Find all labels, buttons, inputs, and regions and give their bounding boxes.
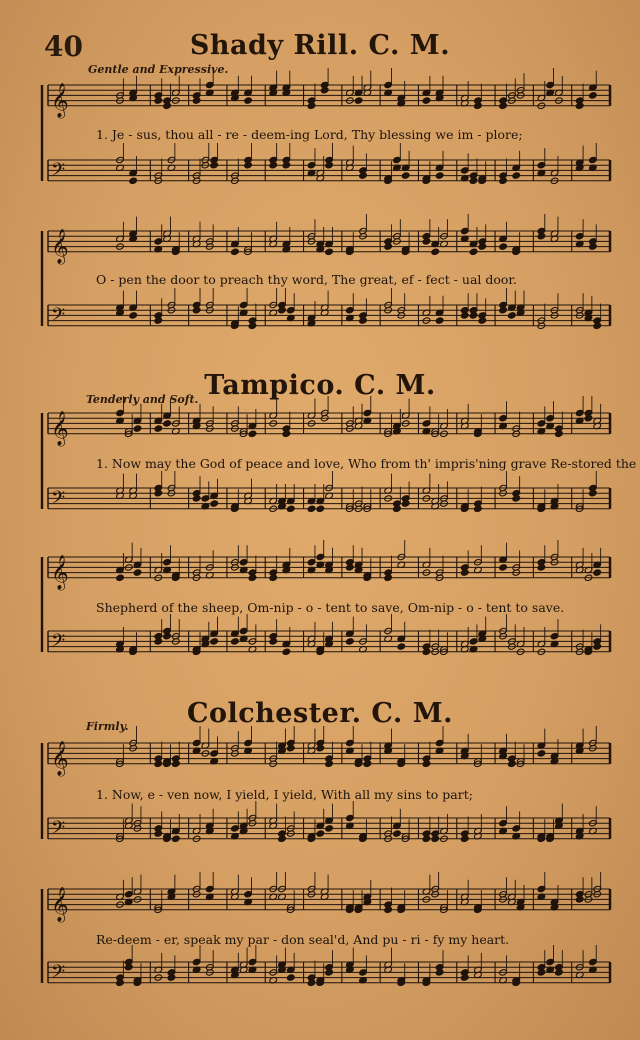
note-head	[163, 420, 172, 427]
note-head	[231, 638, 240, 645]
hymn-title-tampico: Tampico. C. M.	[204, 370, 436, 401]
bass-clef-icon: 𝄢	[51, 159, 66, 185]
note-head	[210, 638, 219, 645]
note-head	[133, 425, 142, 432]
treble-clef-icon: 𝄞	[51, 740, 69, 776]
note-head	[393, 830, 402, 837]
note-head	[286, 505, 295, 512]
note-head	[499, 564, 508, 571]
note-head	[435, 317, 444, 324]
bass-clef-icon: 𝄢	[51, 817, 66, 843]
note-head	[210, 500, 219, 507]
note-head	[422, 97, 431, 104]
note-head	[129, 312, 138, 319]
lyrics-line-tampico-2: Shepherd of the sheep, Om-nip - o - tent to save, Om-nip - o - tent to save.	[96, 600, 565, 615]
note-head	[129, 177, 138, 184]
treble-clef-icon: 𝄞	[51, 82, 69, 118]
bass-clef-icon: 𝄢	[51, 630, 66, 656]
tempo-marking-colchester: Firmly.	[86, 720, 129, 733]
lyrics-line-colchester-2: Re-deem - er, speak my par - don seal'd, And pu - ri - fy my heart.	[96, 932, 510, 947]
treble-clef-icon: 𝄞	[51, 410, 69, 446]
note-head	[354, 97, 363, 104]
note-head	[316, 505, 325, 512]
hymn-title-colchester: Colchester. C. M.	[186, 698, 453, 729]
note-head	[431, 248, 440, 255]
staff-systems	[42, 68, 637, 987]
treble-clef-icon: 𝄞	[51, 886, 69, 922]
note-head	[316, 830, 325, 837]
note-head	[512, 172, 521, 179]
tempo-marking-tampico: Tenderly and Soft.	[86, 393, 199, 406]
note-head	[401, 172, 410, 179]
tempo-marking-shady-rill: Gentle and Expressive.	[88, 63, 229, 76]
note-head	[346, 638, 355, 645]
note-head	[325, 248, 334, 255]
note-head	[116, 574, 125, 581]
note-head	[133, 569, 142, 576]
note-head	[286, 974, 295, 981]
page-number: 40	[44, 30, 83, 63]
note-head	[537, 750, 546, 757]
bass-clef-icon: 𝄢	[51, 487, 66, 513]
note-head	[593, 569, 602, 576]
note-head	[397, 643, 406, 650]
treble-clef-icon: 𝄞	[51, 228, 69, 264]
note-head	[244, 97, 253, 104]
treble-clef-icon: 𝄞	[51, 554, 69, 590]
note-head	[325, 825, 334, 832]
note-head	[435, 172, 444, 179]
note-head	[248, 430, 257, 437]
note-head	[469, 248, 478, 255]
note-head	[231, 248, 240, 255]
lyrics-line-tampico-1: 1. Now may the God of peace and love, Who from th' impris'ning grave Re-stored the	[96, 456, 637, 471]
lyrics-line-shady-rill-1: 1. Je - sus, thou all - re - deem-ing Lord, Thy blessing we im - plore;	[96, 127, 523, 142]
note-head	[154, 425, 163, 432]
note-head	[282, 648, 291, 655]
hymn-title-shady-rill: Shady Rill. C. M.	[189, 30, 451, 61]
lyrics-line-colchester-1: 1. Now, e - ven now, I yield, I yield, With all my sins to part;	[96, 787, 473, 802]
bass-clef-icon: 𝄢	[51, 961, 66, 987]
note-head	[589, 92, 598, 99]
note-head	[499, 243, 508, 250]
note-head	[508, 312, 517, 319]
note-head	[307, 505, 316, 512]
note-head	[172, 835, 181, 842]
bass-clef-icon: 𝄢	[51, 304, 66, 330]
lyrics-line-shady-rill-2: O - pen the door to preach thy word, The great, ef - fect - ual door.	[96, 272, 517, 287]
